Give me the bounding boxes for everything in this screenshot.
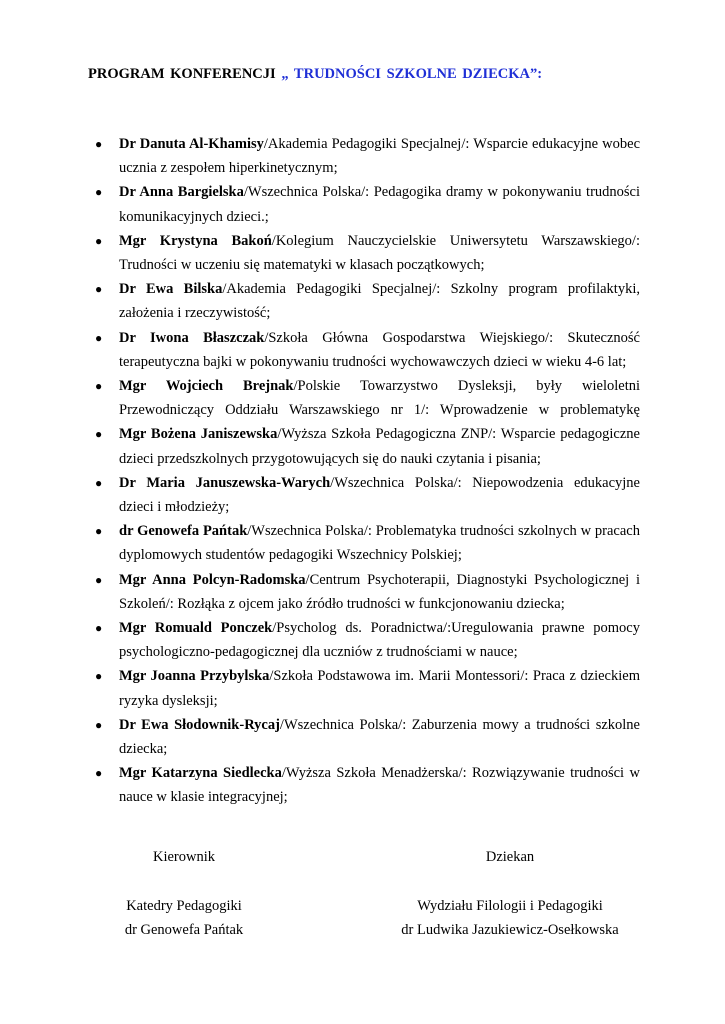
speaker-name: dr Genowefa Pańtak: [119, 523, 248, 540]
speaker-topic: /Wyższa Szkoła Menadżerska/: Rozwiązywanie trudności w nauce w klasie integracyjnej;: [119, 765, 640, 806]
bullet-icon: ●: [95, 233, 103, 248]
speaker-name: Dr Maria Januszewska-Warych: [119, 474, 331, 491]
signature-left-role: Kierownik: [152, 849, 215, 865]
list-item: [95, 616, 640, 664]
speaker-name: Mgr Bożena Janiszewska: [119, 426, 278, 443]
bullet-icon: ●: [95, 137, 103, 151]
bullet-icon: ●: [95, 524, 103, 539]
bullet-icon: ●: [95, 475, 103, 490]
signature-left-unit: Katedry Pedagogiki: [126, 898, 242, 914]
list-item: [95, 568, 640, 616]
list-item: [95, 664, 640, 712]
speaker-name: Dr Ewa Słodownik-Rycaj: [119, 716, 280, 733]
bullet-icon: ●: [95, 185, 103, 200]
speaker-topic: /Akademia Pedagogiki Specjalnej/: Wsparcie edukacyjne wobec ucznia z zespołem hiperkinetycznym;: [119, 136, 640, 177]
bullet-icon: ●: [95, 717, 103, 732]
list-item: [95, 761, 640, 809]
bullet-icon: ●: [95, 620, 103, 635]
list-item: [95, 374, 640, 422]
list-item: [95, 471, 640, 519]
list-item: [95, 713, 640, 761]
bullet-icon: ●: [95, 282, 103, 297]
speaker-topic: /Szkoła Główna Gospodarstwa Wiejskiego/: Skuteczność terapeutyczna bajki w pokonywaniu trudności wychowawczych dzieci w wieku 4-6 lat;: [119, 329, 640, 370]
bullet-icon: ●: [95, 669, 103, 684]
speaker-name: Mgr Joanna Przybylska: [119, 668, 270, 685]
speaker-name: Dr Anna Bargielska: [119, 184, 244, 201]
speaker-name: Mgr Wojciech Brejnak: [119, 377, 294, 394]
list-item: [95, 326, 640, 374]
speaker-topic: /Polskie Towarzystwo Dysleksji, były wieloletni Przewodniczący Oddziału Warszawskiego nr 1/: Wprowadzenie w problematykę: [119, 377, 640, 419]
bullet-icon: ●: [95, 766, 103, 781]
speaker-name: Dr Iwona Błaszczak: [119, 329, 265, 346]
signature-right-unit: Wydziału Filologii i Pedagogiki: [417, 898, 603, 914]
list-item: [95, 229, 640, 277]
list-item: [95, 422, 640, 470]
speaker-topic: /Kolegium Nauczycielskie Uniwersytetu Warszawskiego/: Trudności w uczeniu się matematyki w klasach początkowych;: [119, 232, 640, 273]
list-item: [95, 277, 640, 325]
speaker-name: Mgr Katarzyna Siedlecka: [119, 765, 282, 782]
bullet-icon: ●: [95, 378, 103, 393]
list-item: [95, 132, 640, 180]
speaker-topic: /Wszechnica Polska/: Problematyka trudności szkolnych w pracach dyplomowych studentów pedagogiki Wszechnicy Polskiej;: [119, 523, 640, 564]
speaker-topic: /Wyższa Szkoła Pedagogiczna ZNP/: Wsparcie pedagogiczne dzieci przedszkolnych przygotowujących się do nauki czytania i pisania;: [119, 426, 640, 467]
bullet-icon: ●: [95, 572, 103, 587]
list-item: [95, 519, 640, 567]
speaker-topic: /Wszechnica Polska/: Niepowodzenia edukacyjne dzieci i młodzieży;: [119, 474, 640, 515]
speaker-name: Mgr Romuald Ponczek: [119, 619, 273, 636]
speaker-topic: /Psycholog ds. Poradnictwa/:Uregulowania prawne pomocy psychologiczno-pedagogicznej dla uczniów z trudnościami w nauce;: [119, 619, 640, 661]
speaker-name: Dr Danuta Al-Khamisy: [119, 136, 264, 152]
bullet-icon: ●: [95, 330, 103, 345]
speaker-name: Mgr Anna Polcyn-Radomska: [119, 571, 306, 588]
speaker-topic: /Wszechnica Polska/: Zaburzenia mowy a trudności szkolne dziecka;: [119, 716, 640, 757]
speaker-topic: /Centrum Psychoterapii, Diagnostyki Psychologicznej i Szkoleń/: Rozłąka z ojcem jako źródło trudności w funkcjonowaniu dziecka;: [119, 571, 640, 612]
signature-right-person: dr Ludwika Jazukiewicz-Osełkowska: [401, 922, 619, 938]
title-prefix: PROGRAM KONFERENCJI: [88, 66, 282, 82]
page-title: [88, 66, 542, 83]
bullet-icon: ●: [95, 427, 103, 442]
speaker-topic: /Akademia Pedagogiki Specjalnej/: Szkolny program profilaktyki, założenia i rzeczywistość;: [119, 281, 640, 322]
title-conference-name: „ TRUDNOŚCI SZKOLNE DZIECKA”:: [281, 66, 543, 82]
signature-right-role: Dziekan: [485, 849, 535, 865]
signature-left-person: dr Genowefa Pańtak: [124, 922, 244, 938]
speaker-name: Dr Ewa Bilska: [119, 281, 223, 298]
speaker-name: Mgr Krystyna Bakoń: [119, 232, 272, 249]
speaker-topic: /Szkoła Podstawowa im. Marii Montessori/: Praca z dzieckiem ryzyka dysleksji;: [119, 668, 640, 709]
speaker-list: [95, 132, 640, 809]
speaker-topic: /Wszechnica Polska/: Pedagogika dramy w pokonywaniu trudności komunikacyjnych dzieci.;: [119, 184, 640, 225]
list-item: [95, 180, 640, 228]
